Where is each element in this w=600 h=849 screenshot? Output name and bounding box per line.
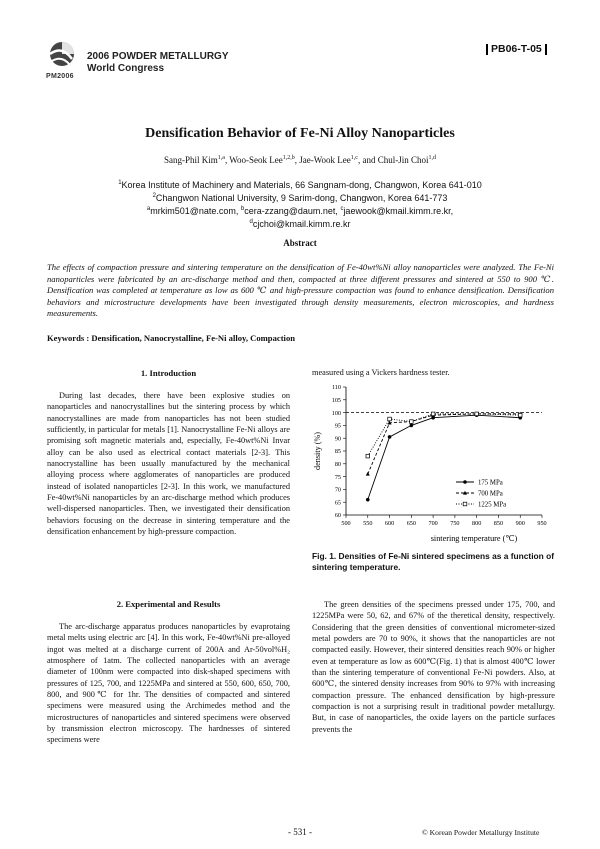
author-sup: 1,2,b [282, 155, 295, 161]
figure-caption: Fig. 1. Densities of Fe-Ni sintered specimens as a function of sintering temperature. [312, 551, 554, 572]
email-text: mrkim501@nate.com, [150, 206, 241, 216]
section-heading-introduction: 1. Introduction [140, 368, 197, 378]
code-bar-left [486, 44, 488, 55]
data-point [366, 498, 370, 502]
y-tick-label: 60 [334, 512, 341, 520]
email-sup: b [240, 206, 245, 212]
affiliation-1 [0, 178, 600, 191]
legend-label: 700 MPa [478, 490, 503, 498]
results-text: The green densities of the specimens pressed under 175, 700, and 1225MPa were 50, 62, and 67% of the theretical density, respectively. Considering that the green densities of conventional micrometer-sized metal powders are 70 to 90%, it shows that the nanoparticles are not compacted easily. However, their sintered densities reach 90% or higher even at temperature as low as 600℃(Fig. 1) that is almost 400℃ lower than the sintering temperature of conventional Fe-Ni powders. Also, at 600℃, the sintered density increases from 90% to 97% with increasing compaction pressure. The enhanced densification by high-pressure compaction is not a surprising result in traditional powder metallurgy. But, in case of nanoparticles, the oxide layers on the particle surfaces prevents the [312, 600, 555, 734]
author-sup: 1,a [217, 155, 225, 161]
keywords-label: Keywords : [47, 333, 92, 343]
legend-label: 175 MPa [478, 479, 503, 487]
x-tick-label: 550 [363, 520, 373, 527]
y-tick-label: 90 [334, 435, 341, 443]
y-tick-label: 85 [334, 448, 341, 456]
logo-text: PM2006 [46, 73, 74, 80]
paper-code-text: PB06-T-05 [491, 43, 542, 55]
legend-marker [463, 502, 467, 506]
author-name: Woo-Seok Lee [229, 155, 283, 165]
x-tick-label: 950 [537, 520, 547, 527]
y-tick-label: 100 [331, 409, 341, 417]
y-tick-label: 70 [334, 486, 341, 494]
conference-line-1: 2006 POWDER METALLURGY [87, 51, 229, 62]
emails-line-2 [0, 217, 600, 230]
author-sup: 1,c [350, 155, 358, 161]
data-point [366, 454, 370, 458]
email-sup: d [249, 219, 253, 225]
author-name: Sang-Phil Kim [164, 155, 218, 165]
x-tick-label: 800 [472, 520, 482, 527]
copyright: © Korean Powder Metallurgy Institute [422, 828, 540, 837]
y-tick-label: 110 [331, 384, 341, 392]
x-tick-label: 750 [450, 520, 460, 527]
author-name: Jae-Wook Lee [299, 155, 351, 165]
email-text: cera-zzang@daum.net, [244, 206, 341, 216]
author-separator: , [294, 155, 300, 165]
affiliation-text: Changwon National University, 9 Sarim-dong, Changwon, Korea 641-773 [155, 193, 448, 203]
x-axis-label: sintering temperature (℃) [430, 534, 518, 543]
y-tick-label: 75 [334, 473, 341, 481]
author-list [0, 155, 600, 165]
x-tick-label: 850 [493, 520, 504, 527]
author-separator: , [224, 155, 230, 165]
x-tick-label: 900 [515, 520, 525, 527]
data-point [388, 435, 392, 439]
author-separator: , and [357, 155, 378, 165]
density-chart [306, 377, 556, 547]
legend-marker [463, 480, 467, 484]
code-bar-right [545, 44, 547, 55]
y-axis-label: density (%) [313, 432, 322, 470]
affiliation-sup: 1 [118, 180, 122, 186]
email-sup: c [340, 206, 344, 212]
affiliation-2 [0, 191, 600, 204]
introduction-text: During last decades, there have been explosive studies on nanoparticles and nanocrystallines but the sintering process by which nanocrystallines are made from nanoparticles has not been studied sufficiently, in particular for metals [1]. Nanocrystalline Fe-Ni alloys are promising soft magnetic materials and, especially, Fe-40wt%Ni Invar alloy can be also used as electrical contact materials [2-3]. This nanocrystalline has been usually manufactured by the mechanical alloying process where agglomerates of nanoparticles are produced instead of isolated nanoparticles [2-3]. In this work, we manufactured Fe-40wt%Ni nanoparticles by an arc-discharge method which produces well-dispersed nanoparticles. Then, we investigated their densification behaviors focusing on the decrease in sintering temperature and the densification enhancement by high-pressure compaction. [47, 391, 290, 537]
paper-title: Densification Behavior of Fe-Ni Alloy Nanoparticles [145, 126, 455, 141]
x-tick-label: 700 [428, 520, 438, 527]
data-point [410, 420, 414, 424]
x-tick-label: 500 [341, 520, 351, 527]
emails-line-1 [0, 204, 600, 217]
section-heading-experimental: 2. Experimental and Results [116, 599, 221, 609]
author-name: Chul-Jin Choi [377, 155, 429, 165]
email-text: cjchoi@kmail.kimm.re.kr [252, 219, 351, 229]
author-sup: 1,d [428, 155, 436, 161]
email-text: jaewook@kmail.kimm.re.kr, [343, 206, 454, 216]
affiliation-text: Korea Institute of Machinery and Materials, 66 Sangnam-dong, Changwon, Korea 641-010 [121, 180, 482, 190]
y-tick-label: 65 [334, 499, 341, 507]
keywords [47, 333, 557, 343]
conference-line-2: World Congress [87, 63, 165, 74]
y-tick-label: 95 [334, 422, 341, 430]
affiliation-sup: 2 [152, 193, 156, 199]
email-sup: a [146, 206, 151, 212]
data-point [518, 413, 522, 417]
affiliations [0, 178, 600, 230]
y-tick-label: 80 [334, 461, 341, 468]
data-point [431, 412, 435, 416]
x-tick-label: 600 [384, 520, 395, 527]
page-number: - 531 - [288, 827, 312, 837]
x-tick-label: 650 [406, 520, 416, 527]
paper-code [486, 43, 547, 55]
abstract-heading: Abstract [283, 238, 317, 248]
y-tick-label: 105 [331, 397, 341, 404]
series-line-0 [368, 415, 520, 499]
abstract-text: The effects of compaction pressure and sintering temperature on the densification of Fe-40wt%Ni alloy nanoparticles were analyzed. The Fe-Ni nanoparticles were fabricated by an arc-discharge method and then, compacted at three different pressures and sintered at 550 to 900 ℃. Densification was completed at temperature as low as 600 ℃ and high-pressure compaction was found to enhance densification. Densification behaviors and microstructure developments have been investigated through density measurements, electron microscopies, and hardness measurements. [47, 262, 554, 319]
data-point [366, 472, 370, 476]
keywords-text: Densification, Nanocrystalline, Fe-Ni alloy, Compaction [91, 333, 296, 343]
data-point [475, 412, 479, 416]
legend-label: 1225 MPa [478, 501, 507, 509]
data-point [410, 424, 414, 428]
conference-name [87, 51, 229, 75]
data-point [388, 417, 392, 421]
experimental-text: The arc-discharge apparatus produces nanoparticles by evaprotaing metal melts using electric arc [4]. In this work, Fe-40wt%Ni pre-alloyed ingot was melted at a discharge current of 200A and Ar-50vol%H₂ atmosphere of 1atm. The collected nanoparticles with an average diameter of 100nm were compacted into disk-shaped specimens with pressures of 125, 700, and 1225MPa and sintered at 550, 600, 650, 700, 800, and 900℃ for 1hr. The densities of compacted and sintered specimens were measured using the Archimedes method and the microstructures of nanoparticles and sintered specimens were observed by transmission electron microscopy. The hardnesses of sintered specimens were [47, 622, 290, 745]
hardness-text: measured using a Vickers hardness tester. [312, 368, 450, 377]
